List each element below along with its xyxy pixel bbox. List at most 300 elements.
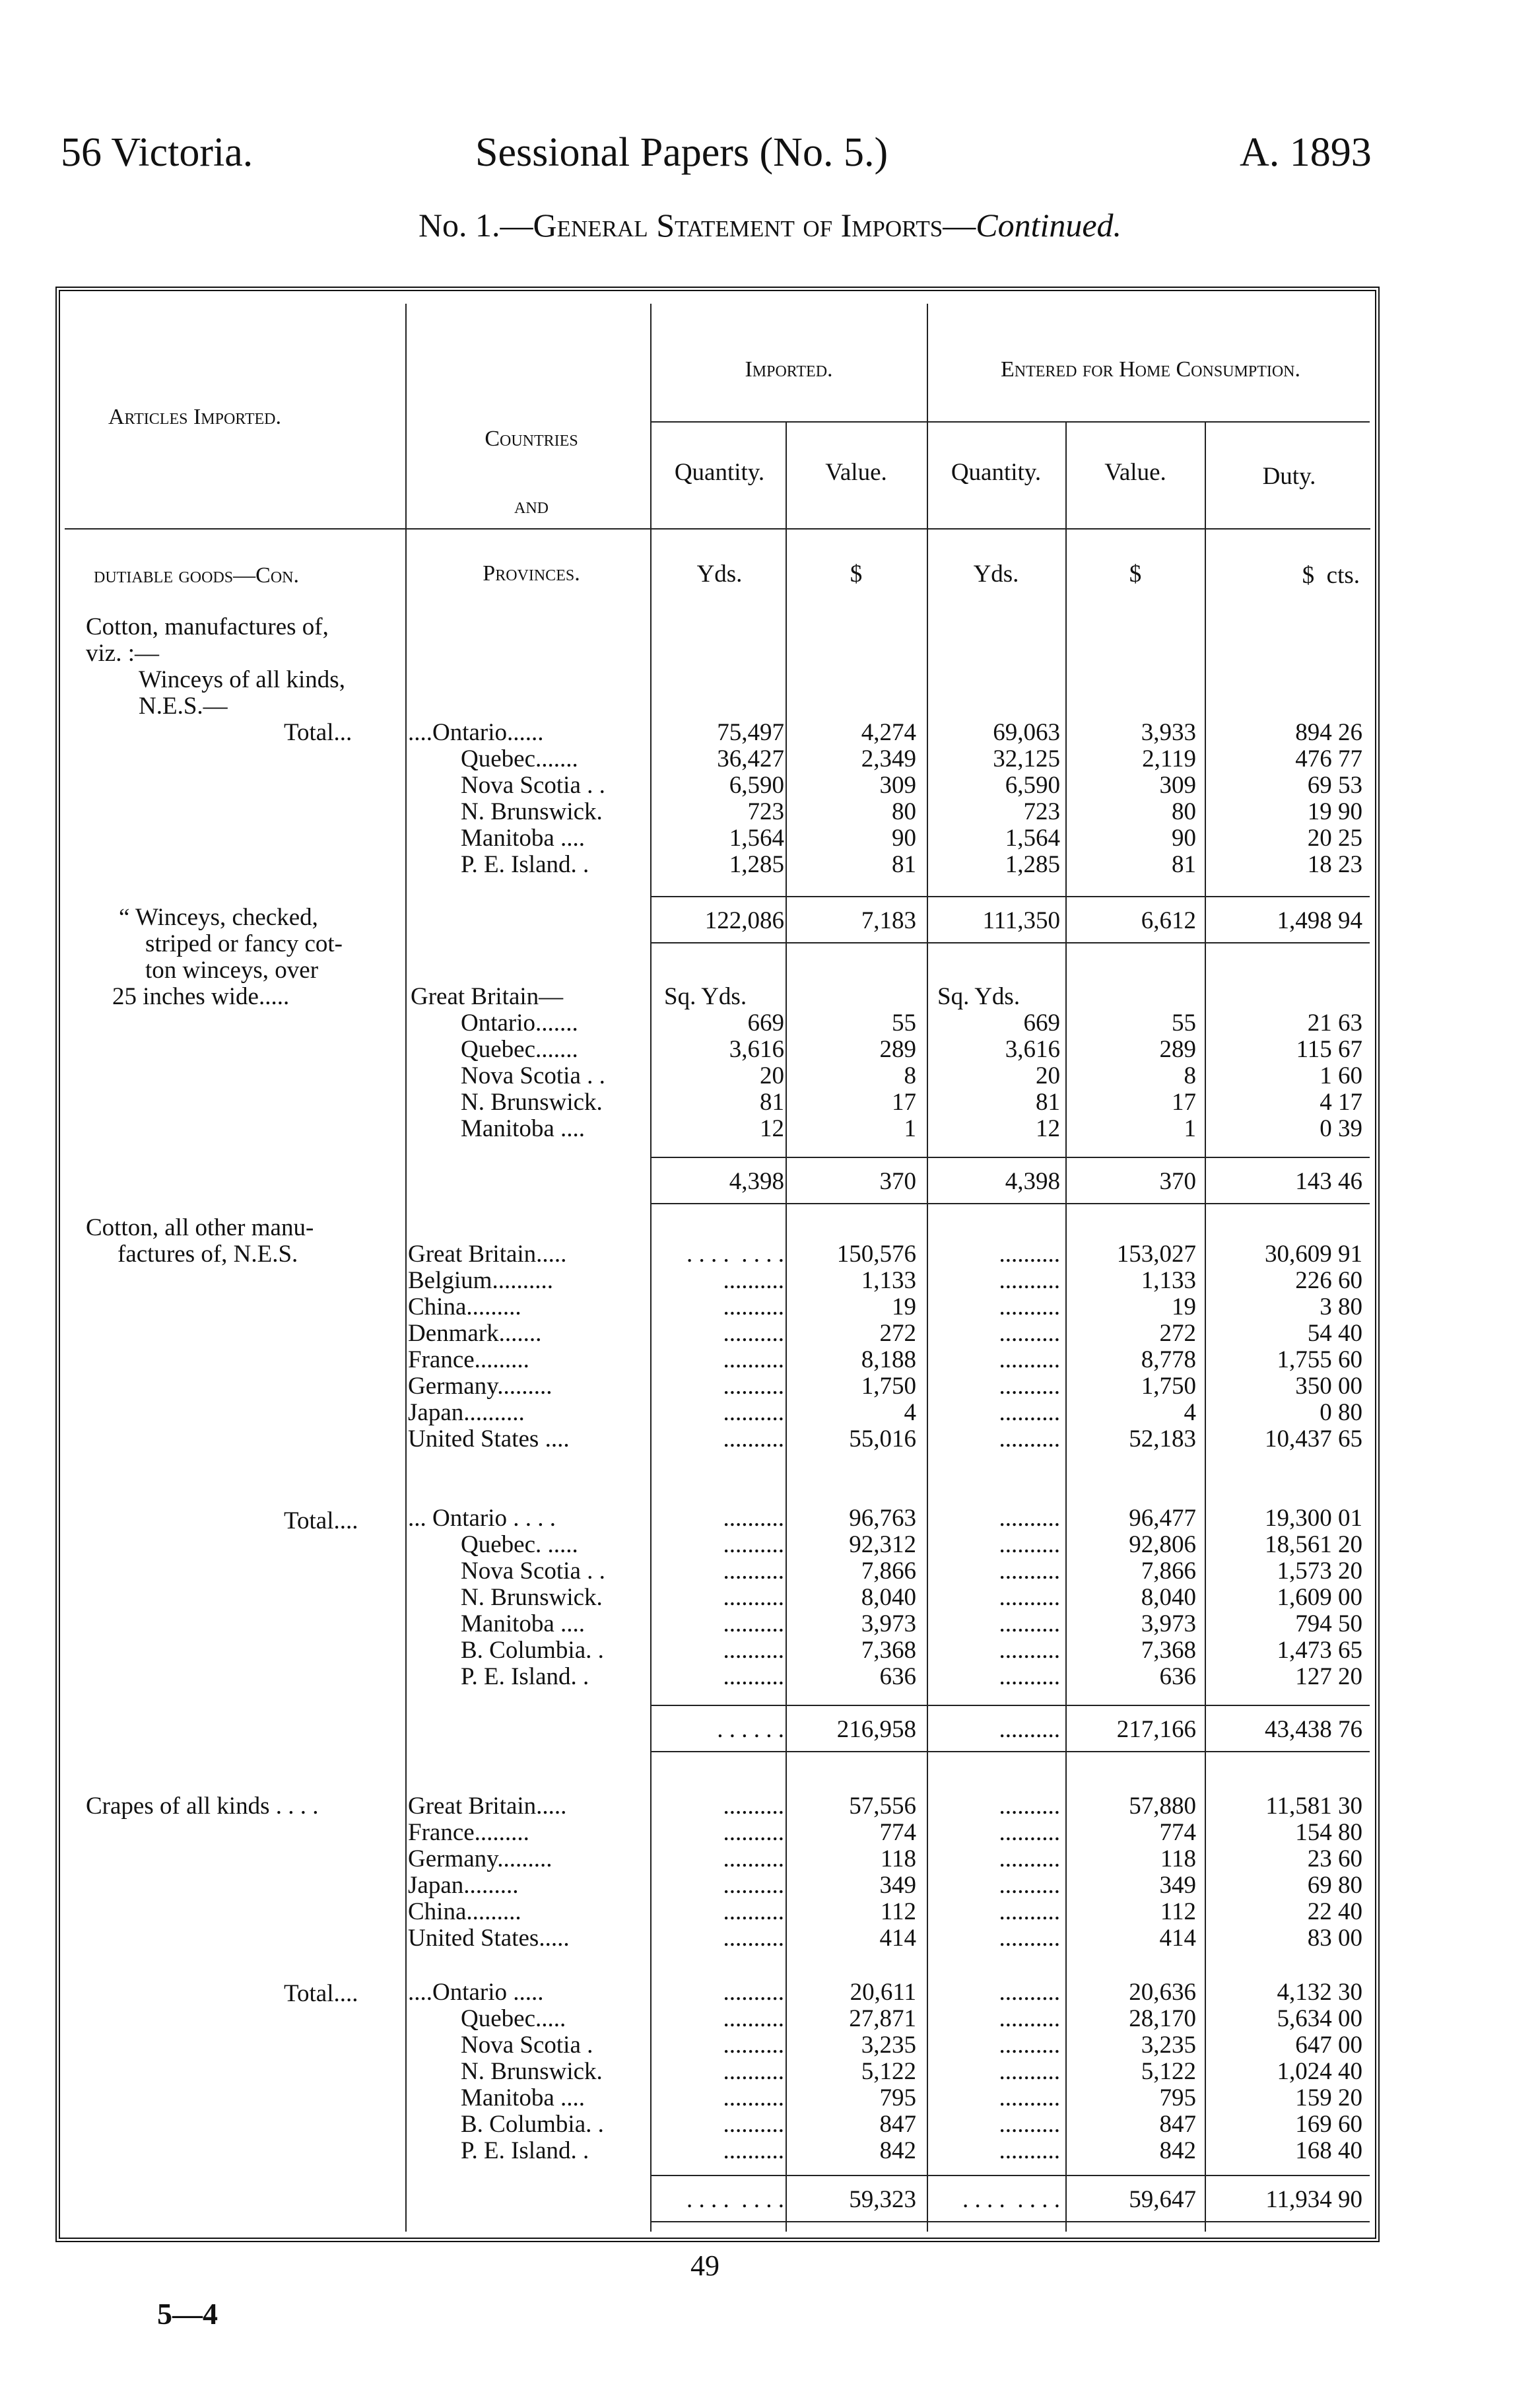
table-cell: .......... [723, 1320, 784, 1347]
country-row-label: ....Ontario...... [408, 719, 544, 746]
table-cell: 11,581 30 [1265, 1793, 1362, 1820]
country-row-label: Belgium.......... [408, 1267, 553, 1294]
table-cell: .......... [999, 1793, 1060, 1820]
table-cell: 5,122 [1141, 2058, 1196, 2085]
col-header-value-2: Value. [1104, 459, 1166, 486]
total-cell: 6,612 [1141, 907, 1196, 934]
col-divider-countries [650, 304, 652, 2232]
table-cell: 4 17 [1320, 1089, 1362, 1116]
table-cell: 19 90 [1307, 798, 1362, 825]
country-row-label: N. Brunswick. [461, 798, 603, 825]
table-cell: 18 23 [1307, 851, 1362, 878]
article-line: Cotton, manufactures of, [86, 613, 329, 640]
article-line: factures of, N.E.S. [117, 1241, 298, 1268]
table-cell: 36,427 [717, 745, 784, 772]
table-cell: 55 [892, 1010, 916, 1037]
country-row-label: Quebec. ..... [461, 1531, 578, 1558]
table-cell: .......... [723, 1793, 784, 1820]
table-title-continued: Continued. [976, 207, 1122, 244]
table-cell: 5,122 [861, 2058, 916, 2085]
table-cell: 112 [1160, 1898, 1196, 1925]
table-cell: .......... [723, 1584, 784, 1611]
table-cell: .......... [999, 1320, 1060, 1347]
table-cell: 894 26 [1295, 719, 1362, 746]
table-cell: 55 [1172, 1010, 1196, 1037]
table-cell: 17 [1172, 1089, 1196, 1116]
table-cell: 7,368 [1141, 1637, 1196, 1664]
total-cell: 1,498 94 [1277, 907, 1362, 934]
article-line: Total... [284, 719, 352, 746]
table-cell: .......... [999, 1872, 1060, 1899]
header-bottom-rule [65, 528, 1370, 530]
table-cell: .......... [723, 1979, 784, 2006]
table-cell: 20,611 [850, 1979, 916, 2006]
table-cell: .......... [723, 1425, 784, 1453]
total-cell: 143 46 [1295, 1168, 1362, 1195]
table-cell: 3,235 [861, 2032, 916, 2059]
table-cell: 20 [1036, 1062, 1060, 1089]
country-row-label: P. E. Island. . [461, 851, 589, 878]
article-line: Winceys of all kinds, [139, 666, 345, 693]
table-cell: .......... [999, 1584, 1060, 1611]
section-label: dutiable goods—Con. [94, 563, 299, 588]
total-rule [650, 2175, 1370, 2176]
table-cell: 52,183 [1129, 1425, 1196, 1453]
table-cell: 349 [879, 1872, 916, 1899]
table-cell: 127 20 [1295, 1663, 1362, 1690]
col-header-quantity-2: Quantity. [951, 459, 1042, 486]
total-cell: 4,398 [729, 1168, 784, 1195]
table-cell: 118 [880, 1845, 916, 1872]
table-cell: 842 [1159, 2137, 1196, 2164]
volume-label: 56 Victoria. [61, 130, 253, 175]
table-cell: 6,590 [1005, 772, 1060, 799]
table-cell: 81 [760, 1089, 784, 1116]
table-cell: .......... [723, 1819, 784, 1846]
country-row-label: China......... [408, 1898, 521, 1925]
total-cell: 370 [1159, 1168, 1196, 1195]
total-rule-bottom [650, 1751, 1370, 1752]
country-row-label: France......... [408, 1819, 529, 1846]
table-cell: .......... [999, 1425, 1060, 1453]
table-cell: 83 00 [1307, 1925, 1362, 1952]
table-cell: 80 [1172, 798, 1196, 825]
table-cell: 309 [1159, 772, 1196, 799]
table-cell: 272 [879, 1320, 916, 1347]
table-cell: .......... [723, 2137, 784, 2164]
table-cell: 1,285 [729, 851, 784, 878]
table-cell: 19,300 01 [1265, 1505, 1362, 1532]
country-row-label: Quebec..... [461, 2005, 566, 2032]
country-row-label: Quebec....... [461, 1036, 578, 1063]
total-cell: 216,958 [836, 1716, 916, 1743]
table-cell: 1,564 [1005, 825, 1060, 852]
col-header-entered: Entered for Home Consumption. [1000, 357, 1301, 382]
country-row-label: Nova Scotia . [461, 2032, 593, 2059]
table-cell: 69 53 [1307, 772, 1362, 799]
country-row-label: Nova Scotia . . [461, 1062, 605, 1089]
table-cell: 30,609 91 [1265, 1241, 1362, 1268]
table-cell: 2,119 [1142, 745, 1196, 772]
unit-quantity: Yds. [696, 561, 743, 588]
table-cell: .......... [999, 1505, 1060, 1532]
table-cell: .......... [999, 2111, 1060, 2138]
unit-value: $ [850, 561, 863, 588]
country-row-label: Quebec....... [461, 745, 578, 772]
total-rule [650, 1157, 1370, 1158]
table-cell: 75,497 [717, 719, 784, 746]
table-cell: 0 39 [1320, 1115, 1362, 1142]
table-cell: 795 [879, 2084, 916, 2111]
country-row-label: Nova Scotia . . [461, 1558, 605, 1585]
unit-quantity-2: Yds. [973, 561, 1019, 588]
total-cell: 122,086 [704, 907, 784, 934]
article-line: ton winceys, over [145, 957, 319, 984]
table-cell: 21 63 [1307, 1010, 1362, 1037]
country-row-label: Japan......... [408, 1872, 519, 1899]
table-cell: 18,561 20 [1265, 1531, 1362, 1558]
table-cell: 20 [760, 1062, 784, 1089]
table-title [0, 206, 1540, 244]
table-cell: 289 [879, 1036, 916, 1063]
article-line: N.E.S.— [139, 693, 228, 720]
table-cell: .......... [723, 1872, 784, 1899]
table-cell: .......... [723, 2058, 784, 2085]
country-row-label: China......... [408, 1293, 521, 1320]
unit-duty: $ cts. [1302, 562, 1360, 589]
header-subrule [650, 421, 1370, 423]
table-cell: 723 [1023, 798, 1060, 825]
table-cell: .......... [999, 1979, 1060, 2006]
article-line: Cotton, all other manu- [86, 1214, 314, 1241]
table-cell: 272 [1159, 1320, 1196, 1347]
table-cell: .......... [999, 2032, 1060, 2059]
table-cell: .......... [723, 2005, 784, 2032]
table-cell: 12 [760, 1115, 784, 1142]
table-cell: 636 [879, 1663, 916, 1690]
table-cell: .......... [999, 1293, 1060, 1320]
table-cell: 349 [1159, 1872, 1196, 1899]
table-cell: 69 80 [1307, 1872, 1362, 1899]
table-cell: 150,576 [836, 1241, 916, 1268]
table-cell: 4 [1184, 1399, 1196, 1426]
table-cell: 1,750 [1141, 1373, 1196, 1400]
table-cell: 1,285 [1005, 851, 1060, 878]
table-cell: .......... [723, 2084, 784, 2111]
country-row-label: Germany......... [408, 1373, 552, 1400]
col-header-duty: Duty. [1262, 463, 1316, 490]
country-row-label: N. Brunswick. [461, 1584, 603, 1611]
table-cell: 7,866 [1141, 1558, 1196, 1585]
table-cell: .......... [999, 1399, 1060, 1426]
table-cell: .......... [999, 1346, 1060, 1373]
table-cell: 92,312 [849, 1531, 916, 1558]
table-cell: 669 [1023, 1010, 1060, 1037]
table-cell: 1,473 65 [1277, 1637, 1362, 1664]
country-row-label: ... Ontario . . . . [408, 1505, 556, 1532]
table-cell: 118 [1160, 1845, 1196, 1872]
table-cell: .......... [723, 1610, 784, 1637]
total-rule-bottom [650, 2221, 1370, 2222]
country-row-label: Nova Scotia . . [461, 772, 605, 799]
country-row-label: ....Ontario ..... [408, 1979, 544, 2006]
table-cell: .......... [999, 2005, 1060, 2032]
table-cell: 17 [892, 1089, 916, 1116]
table-cell: 795 [1159, 2084, 1196, 2111]
table-cell: .......... [723, 1845, 784, 1872]
table-cell: .......... [999, 1373, 1060, 1400]
table-cell: 842 [879, 2137, 916, 2164]
table-cell: .......... [999, 1925, 1060, 1952]
col-header-articles: Articles Imported. [108, 405, 282, 429]
table-cell: .......... [723, 1505, 784, 1532]
table-cell: .......... [723, 1399, 784, 1426]
total-cell: .......... [999, 1716, 1060, 1743]
table-cell: 8 [1184, 1062, 1196, 1089]
table-cell: .......... [999, 1610, 1060, 1637]
table-cell: 69,063 [993, 719, 1060, 746]
total-cell: 43,438 76 [1265, 1716, 1362, 1743]
page-number: 49 [690, 2249, 720, 2282]
table-cell: 90 [892, 825, 916, 852]
table-cell: 289 [1159, 1036, 1196, 1063]
table-cell: 647 00 [1295, 2032, 1362, 2059]
table-cell: 57,556 [849, 1793, 916, 1820]
table-title-main: General Statement of Imports— [533, 207, 976, 244]
year-label: A. 1893 [1240, 130, 1372, 175]
table-cell: 115 67 [1296, 1036, 1362, 1063]
article-line: “ Winceys, checked, [119, 904, 318, 931]
country-row-label: Manitoba .... [461, 825, 586, 852]
table-cell: 350 00 [1295, 1373, 1362, 1400]
publication-title: Sessional Papers (No. 5.) [475, 130, 888, 175]
table-cell: 1,024 40 [1277, 2058, 1362, 2085]
table-cell: 723 [747, 798, 784, 825]
table-cell: 12 [1036, 1115, 1060, 1142]
article-line: Crapes of all kinds . . . . [86, 1793, 319, 1820]
table-cell: 168 40 [1295, 2137, 1362, 2164]
table-cell: .......... [723, 1898, 784, 1925]
table-cell: 8,188 [861, 1346, 916, 1373]
table-cell: 3,616 [1005, 1036, 1060, 1063]
table-cell: .......... [723, 1267, 784, 1294]
table-cell: 3,235 [1141, 2032, 1196, 2059]
total-cell: 217,166 [1116, 1716, 1196, 1743]
table-cell: 20,636 [1129, 1979, 1196, 2006]
table-cell: 3,616 [729, 1036, 784, 1063]
col-header-value: Value. [825, 459, 887, 486]
total-rule [650, 1705, 1370, 1706]
country-row-label: Japan.......... [408, 1399, 525, 1426]
table-cell: .......... [723, 1558, 784, 1585]
table-cell: .......... [723, 1663, 784, 1690]
col-divider-duty [1205, 423, 1206, 2232]
country-row-label: Great Britain..... [408, 1793, 567, 1820]
table-cell: 8,778 [1141, 1346, 1196, 1373]
table-cell: 57,880 [1129, 1793, 1196, 1820]
table-cell: 8,040 [861, 1584, 916, 1611]
table-cell: 847 [879, 2111, 916, 2138]
total-cell: 4,398 [1005, 1168, 1060, 1195]
table-cell: 3,973 [1141, 1610, 1196, 1637]
article-line: Total.... [284, 1980, 358, 2007]
table-cell: 1,750 [861, 1373, 916, 1400]
country-row-label: Manitoba .... [461, 2084, 586, 2111]
table-cell: 22 40 [1307, 1898, 1362, 1925]
table-cell: 669 [747, 1010, 784, 1037]
unit-sq-yds: Sq. Yds. [664, 983, 747, 1010]
table-cell: 6,590 [729, 772, 784, 799]
table-cell: .......... [999, 1267, 1060, 1294]
table-cell: 4 [904, 1399, 916, 1426]
col-header-quantity: Quantity. [674, 459, 765, 486]
table-cell: 81 [1172, 851, 1196, 878]
table-cell: 112 [880, 1898, 916, 1925]
article-line: 25 inches wide..... [112, 983, 290, 1010]
table-cell: 4,274 [861, 719, 916, 746]
country-row-label: Denmark....... [408, 1320, 542, 1347]
table-cell: 32,125 [993, 745, 1060, 772]
table-cell: 7,866 [861, 1558, 916, 1585]
table-cell: 1,564 [729, 825, 784, 852]
total-rule-bottom [650, 942, 1370, 943]
table-cell: 1,133 [1141, 1267, 1196, 1294]
table-cell: 0 80 [1320, 1399, 1362, 1426]
table-cell: .......... [723, 2111, 784, 2138]
total-cell: 370 [879, 1168, 916, 1195]
unit-sq-yds-2: Sq. Yds. [937, 983, 1021, 1010]
table-cell: 81 [892, 851, 916, 878]
table-cell: 1,133 [861, 1267, 916, 1294]
table-cell: 92,806 [1129, 1531, 1196, 1558]
country-row-label: United States .... [408, 1425, 570, 1453]
table-cell: 794 50 [1295, 1610, 1362, 1637]
country-row-label: N. Brunswick. [461, 1089, 603, 1116]
country-row-label: Ontario....... [461, 1010, 578, 1037]
table-cell: .......... [999, 1845, 1060, 1872]
country-row-label: B. Columbia. . [461, 2111, 604, 2138]
table-cell: .......... [999, 1241, 1060, 1268]
table-cell: .......... [999, 1663, 1060, 1690]
table-cell: 23 60 [1307, 1845, 1362, 1872]
table-cell: .......... [723, 1373, 784, 1400]
col-header-imported: Imported. [745, 357, 833, 382]
table-cell: .......... [723, 2032, 784, 2059]
table-cell: .......... [999, 2084, 1060, 2111]
country-row-label: France......... [408, 1346, 529, 1373]
table-cell: 90 [1172, 825, 1196, 852]
country-group-label: Great Britain— [411, 983, 564, 1010]
country-row-label: N. Brunswick. [461, 2058, 603, 2085]
table-cell: 4,132 30 [1277, 1979, 1362, 2006]
article-line: viz. :— [86, 640, 159, 667]
table-cell: 1,573 20 [1277, 1558, 1362, 1585]
table-cell: .......... [999, 1819, 1060, 1846]
table-cell: .......... [999, 2058, 1060, 2085]
table-cell: 8,040 [1141, 1584, 1196, 1611]
table-cell: 80 [892, 798, 916, 825]
total-rule [650, 896, 1370, 897]
table-cell: 1 [904, 1115, 916, 1142]
footer-signature: 5—4 [157, 2297, 218, 2331]
col-header-countries: Countries and Provinces. [483, 427, 580, 586]
country-row-label: P. E. Island. . [461, 1663, 589, 1690]
table-cell: 159 20 [1295, 2084, 1362, 2111]
country-row-label: Germany......... [408, 1845, 552, 1872]
table-cell: 169 60 [1295, 2111, 1362, 2138]
table-cell: .......... [999, 1637, 1060, 1664]
table-cell: 414 [879, 1925, 916, 1952]
table-cell: 1 [1184, 1115, 1196, 1142]
table-cell: 96,763 [849, 1505, 916, 1532]
country-row-label: Manitoba .... [461, 1115, 586, 1142]
table-cell: 153,027 [1116, 1241, 1196, 1268]
table-cell: 81 [1036, 1089, 1060, 1116]
table-cell: 5,634 00 [1277, 2005, 1362, 2032]
table-cell: 19 [892, 1293, 916, 1320]
table-cell: 774 [1159, 1819, 1196, 1846]
country-row-label: Manitoba .... [461, 1610, 586, 1637]
table-cell: .......... [999, 2137, 1060, 2164]
total-cell: 59,647 [1129, 2186, 1196, 2213]
table-cell: 3 80 [1320, 1293, 1362, 1320]
table-cell: 55,016 [849, 1425, 916, 1453]
col-divider-articles [405, 304, 407, 2232]
table-cell: 27,871 [849, 2005, 916, 2032]
table-cell: 1,755 60 [1277, 1346, 1362, 1373]
table-cell: 7,368 [861, 1637, 916, 1664]
table-cell: 3,973 [861, 1610, 916, 1637]
total-cell: . . . . . . [717, 1716, 784, 1743]
table-cell: . . . . . . . . [686, 1241, 784, 1268]
table-cell: 774 [879, 1819, 916, 1846]
unit-value-2: $ [1129, 561, 1142, 588]
country-row-label: Great Britain..... [408, 1241, 567, 1268]
table-cell: 54 40 [1307, 1320, 1362, 1347]
table-cell: 154 80 [1295, 1819, 1362, 1846]
country-row-label: United States..... [408, 1925, 570, 1952]
table-cell: 2,349 [861, 745, 916, 772]
table-cell: 19 [1172, 1293, 1196, 1320]
table-cell: 8 [904, 1062, 916, 1089]
table-cell: 476 77 [1295, 745, 1362, 772]
table-cell: 414 [1159, 1925, 1196, 1952]
article-line: Total.... [284, 1507, 358, 1534]
country-row-label: P. E. Island. . [461, 2137, 589, 2164]
total-rule-bottom [650, 1203, 1370, 1204]
table-cell: .......... [723, 1293, 784, 1320]
table-cell: 20 25 [1307, 825, 1362, 852]
total-cell: 7,183 [861, 907, 916, 934]
table-cell: .......... [723, 1925, 784, 1952]
table-cell: .......... [723, 1531, 784, 1558]
table-cell: 1,609 00 [1277, 1584, 1362, 1611]
table-cell: .......... [999, 1558, 1060, 1585]
country-row-label: B. Columbia. . [461, 1637, 604, 1664]
table-cell: .......... [999, 1898, 1060, 1925]
table-cell: 1 60 [1320, 1062, 1362, 1089]
table-cell: 309 [879, 772, 916, 799]
total-cell: 111,350 [982, 907, 1060, 934]
table-number: No. 1.— [418, 207, 533, 244]
table-cell: 847 [1159, 2111, 1196, 2138]
table-cell: 636 [1159, 1663, 1196, 1690]
table-cell: 3,933 [1141, 719, 1196, 746]
table-cell: 28,170 [1129, 2005, 1196, 2032]
total-cell: 11,934 90 [1265, 2186, 1362, 2213]
table-cell: .......... [999, 1531, 1060, 1558]
table-cell: 226 60 [1295, 1267, 1362, 1294]
